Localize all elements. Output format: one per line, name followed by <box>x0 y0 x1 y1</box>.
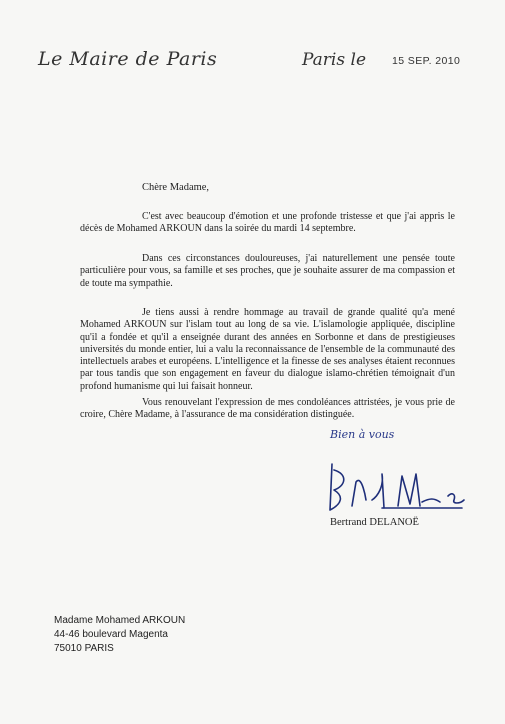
greeting: Chère Madame, <box>142 182 210 193</box>
recipient-address <box>54 614 185 656</box>
city-label: Paris le <box>302 50 366 70</box>
paragraph-closing: Vous renouvelant l'expression de mes condoléances attristées, je vous prie de croire, Chère Madame, à l'assurance de ma considération distinguée. <box>80 397 455 421</box>
paragraph-condolence: C'est avec beaucoup d'émotion et une profonde tristesse et que j'ai appris le décès de Mohamed ARKOUN dans la soirée du mardi 14 septembre. <box>80 211 455 235</box>
paragraph-tribute: Je tiens aussi à rendre hommage au travail de grande qualité qu'a mené Mohamed ARKOUN sur l'islam tout au long de sa vie. L'islamologie appliquée, discipline qu'il a fondée et qu'il a enseignée durant des années en Sorbonne et dans de prestigieuses universités du monde entier, lui a valu la reconnaissance de l'ensemble de la communauté des intellectuels arabes et européens. L'intelligence et la finesse de ses analyses étaient reconnues par tous tandis que son engagement en faveur du dialogue islamo-chrétien témoignait d'un profond humanisme qui lui faisait honneur. <box>80 307 455 392</box>
signature-image <box>322 460 472 516</box>
handwritten-closing: Bien à vous <box>330 428 395 441</box>
letterhead-title: Le Maire de Paris <box>38 48 218 70</box>
signer-name: Bertrand DELANOË <box>330 517 419 528</box>
date-stamp: 15 SEP. 2010 <box>392 55 461 67</box>
address-line-name: Madame Mohamed ARKOUN <box>54 615 186 626</box>
paragraph-sympathy: Dans ces circonstances douloureuses, j'ai naturellement une pensée toute particulière pour vous, sa famille et ses proches, que je souhaite assurer de ma compassion et de toute ma sympathie. <box>80 253 455 289</box>
address-line-city: 75010 PARIS <box>54 643 114 654</box>
address-line-street: 44-46 boulevard Magenta <box>54 629 168 640</box>
